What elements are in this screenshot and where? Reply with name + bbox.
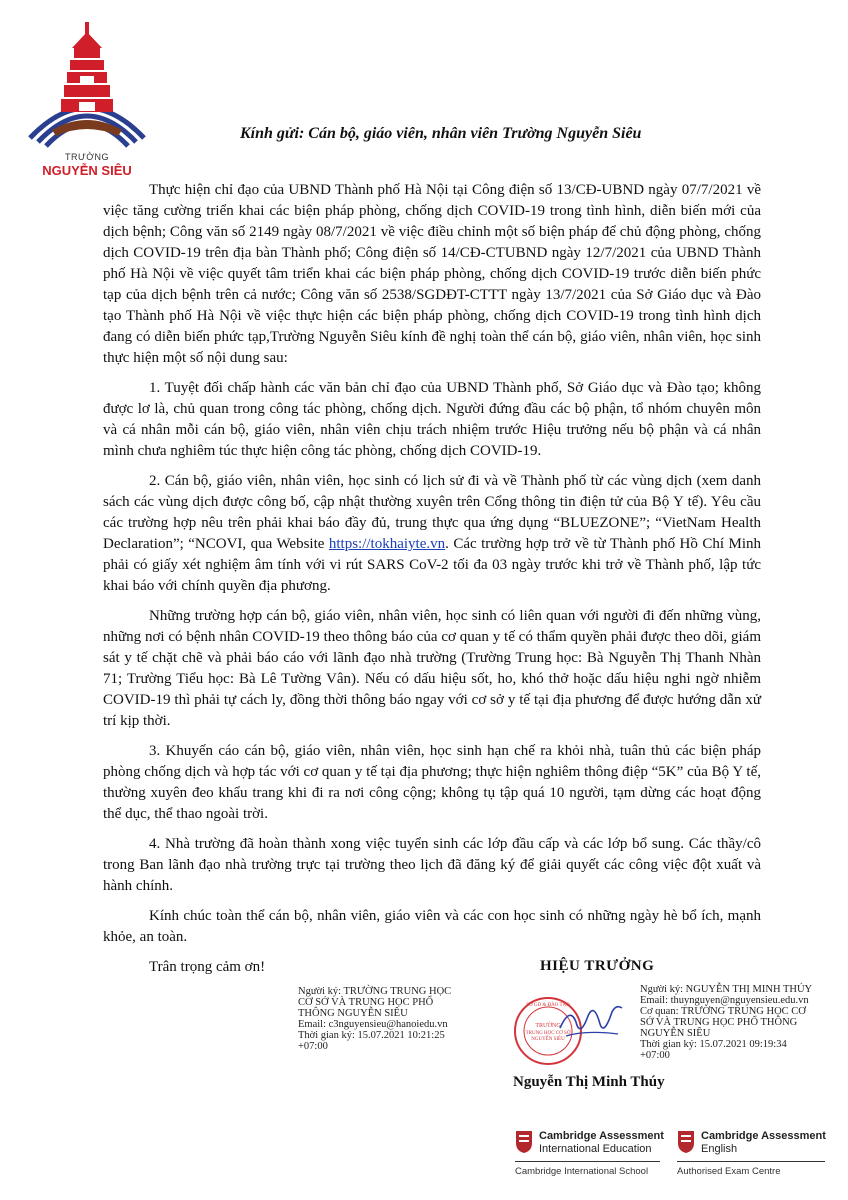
sig-right-line: Người ký: NGUYỄN THỊ MINH THÚY <box>640 984 813 995</box>
cambridge-left-title: Cambridge Assessment <box>539 1130 664 1142</box>
cambridge-left-subtitle: International Education <box>539 1143 652 1155</box>
principal-title: HIỆU TRƯỞNG <box>540 958 655 974</box>
school-logo <box>22 18 152 178</box>
item-3-paragraph: 3. Khuyến cáo cán bộ, giáo viên, nhân viên, học sinh hạn chế ra khỏi nhà, tuân thủ các biện pháp phòng chống dịch và hợp tác với cơ quan y tế tại địa phương; thực hiện nghiêm thông điệp “5K” của Bộ Y tế, thường xuyên đeo khẩu trang khi đi ra nơi công cộng; không tụ tập quá 10 người, tạm dừng các hoạt động thể dục, thể thao ngoài trời. <box>103 743 761 822</box>
tokhaiyte-link[interactable]: https://tokhaiyte.vn <box>328 536 446 552</box>
contacts-paragraph: Những trường hợp cán bộ, giáo viên, nhân viên, học sinh có liên quan với người đi đến những vùng, những nơi có bệnh nhân COVID-19 theo thông báo của cơ quan y tế có thẩm quyền phải được theo dõi, giám sát y tế chặt chẽ và phải báo cáo với lãnh đạo nhà trường (Trường Trung học: Bà Nguyễn Thị Thanh Nhàn 71; Trường Tiểu học: Bà Lê Tường Vân). Nếu có dấu hiệu sốt, ho, khó thở hoặc dấu hiệu nghi ngờ nhiễm COVID-19 thì phải tự cách ly, đồng thời thông báo ngay với cơ sở y tế tại địa phương để được hướng dẫn xử trí kịp thời. <box>103 608 761 729</box>
cambridge-left-caption: Cambridge International School <box>515 1166 649 1177</box>
cambridge-right-caption: Authorised Exam Centre <box>677 1166 781 1177</box>
sig-right-line: +07:00 <box>640 1050 670 1061</box>
sig-right-line: Email: thuynguyen@nguyensieu.edu.vn <box>640 995 809 1006</box>
cambridge-left-divider <box>515 1161 660 1162</box>
sig-left-line: Email: c3nguyensieu@hanoiedu.vn <box>298 1019 448 1030</box>
salutation: Kính gửi: Cán bộ, giáo viên, nhân viên Trường Nguyễn Siêu <box>240 125 642 142</box>
cambridge-right-title: Cambridge Assessment <box>701 1130 826 1142</box>
cambridge-shield-icon <box>515 1130 533 1154</box>
wish-paragraph: Kính chúc toàn thể cán bộ, nhân viên, giáo viên và các con học sinh có những ngày hè bổ ích, mạnh khỏe, an toàn. <box>103 908 761 945</box>
item-1-paragraph: 1. Tuyệt đối chấp hành các văn bản chỉ đạo của UBND Thành phố, Sở Giáo dục và Đào tạo; không được lơ là, chủ quan trong công tác phòng, chống dịch. Người đứng đầu các bộ phận, tổ nhóm chuyên môn và cá nhân mỗi cán bộ, giáo viên, nhân viên chịu trách nhiệm trước Hiệu trưởng nếu bộ phận và cá nhân mình chưa nghiêm túc thực hiện công tác phòng, chống dịch COVID-19. <box>103 380 761 459</box>
item-4-paragraph: 4. Nhà trường đã hoàn thành xong việc tuyển sinh các lớp đầu cấp và các lớp bổ sung. Các thầy/cô trong Ban lãnh đạo nhà trường trực tại trường theo lịch đã đăng ký để giải quyết các công việc đột xuất và hành chính. <box>103 836 761 894</box>
handwritten-signature-icon <box>556 998 628 1048</box>
sig-left-line: +07:00 <box>298 1041 328 1052</box>
cambridge-international-logo <box>515 1130 665 1180</box>
logo-prefix: TRƯỜNG <box>65 152 109 162</box>
item-2-text-end: . Các trường hợp trở về từ Thành phố Hồ Chí Minh phải có giấy xét nghiệm âm tính với vi rút SARS CoV-2 tối đa 03 ngày trước khi trở về Thành phố, lập tức khai báo với chính quyền địa phương. <box>103 536 761 594</box>
thanks-paragraph: Trân trọng cảm ơn! <box>149 959 266 975</box>
item-2-text-start: 2. Cán bộ, giáo viên, nhân viên, học sinh có lịch sử đi và về Thành phố từ các vùng dịch (xem danh sách các vùng dịch được công bố, cập nhật thường xuyên trên Cổng thông tin điện tử của Bộ Y tế). Yêu cầu các trường hợp nêu trên phải khai báo đầy đủ, trung thực qua ứng dụng “BLUEZONE”; “VietNam Health Declaration”; “NCOVI, qua Website <box>103 473 761 552</box>
svg-text:SỞ GD & ĐÀO TẠO: SỞ GD & ĐÀO TẠO <box>526 1003 570 1008</box>
cambridge-right-subtitle: English <box>701 1143 738 1155</box>
cambridge-right-divider <box>677 1161 825 1162</box>
sig-left-line: Thời gian ký: 15.07.2021 10:21:25 <box>298 1030 445 1041</box>
svg-text:NGUYỄN SIÊU: NGUYỄN SIÊU <box>531 1037 565 1042</box>
digital-signature-person <box>640 984 840 1061</box>
digital-signature-org <box>298 986 478 1052</box>
sig-right-line: Thời gian ký: 15.07.2021 09:19:34 <box>640 1039 787 1050</box>
sig-left-line: CƠ SỞ VÀ TRUNG HỌC PHỔ <box>298 997 434 1008</box>
item-2-paragraph <box>103 471 761 597</box>
sig-left-line: THÔNG NGUYỄN SIÊU <box>298 1008 408 1019</box>
signer-name: Nguyễn Thị Minh Thúy <box>513 1074 665 1090</box>
cambridge-shield-icon <box>677 1130 695 1154</box>
sig-right-line: NGUYỄN SIÊU <box>640 1028 711 1039</box>
sig-right-line: Cơ quan: TRƯỜNG TRUNG HỌC CƠ <box>640 1006 806 1017</box>
cambridge-english-logo <box>677 1130 827 1180</box>
pagoda-logo-icon <box>22 18 152 150</box>
logo-school-name: NGUYỄN SIÊU <box>42 163 132 178</box>
intro-paragraph: Thực hiện chỉ đạo của UBND Thành phố Hà Nội tại Công điện số 13/CĐ-UBND ngày 07/7/2021 về việc tăng cường triển khai các biện pháp phòng, chống dịch COVID-19 trong tình hình, diễn biến mới của dịch bệnh; Công văn số 2149 ngày 08/7/2021 về việc điều chỉnh một số biện pháp để chủ động phòng, chống dịch COVID-19 trên địa bàn Thành phố; Công điện số 14/CĐ-CTUBND ngày 12/7/2021 của UBND Thành phố Hà Nội về việc quyết tâm triển khai các biện pháp phòng, chống dịch COVID-19 trước diễn biến phức tạp của dịch bệnh trên cả nước; Công văn số 2538/SGDĐT-CTTT ngày 13/7/2021 của Sở Giáo dục và Đào tạo Thành phố Hà Nội về việc thực hiện các biện pháp phòng, chống dịch COVID-19 trong tình hình dịch đang có diễn biến phức tạp,Trường Nguyễn Siêu kính đề nghị toàn thể cán bộ, giáo viên, nhân viên, học sinh thực hiện một số nội dung sau: <box>103 182 761 366</box>
sig-left-line: Người ký: TRƯỜNG TRUNG HỌC <box>298 986 452 997</box>
letter-body <box>103 180 761 987</box>
sig-right-line: SỞ VÀ TRUNG HỌC PHỔ THÔNG <box>640 1017 798 1028</box>
svg-text:TRUNG HỌC CƠ SỞ: TRUNG HỌC CƠ SỞ <box>525 1031 571 1036</box>
svg-text:TRƯỜNG: TRƯỜNG <box>535 1023 561 1029</box>
